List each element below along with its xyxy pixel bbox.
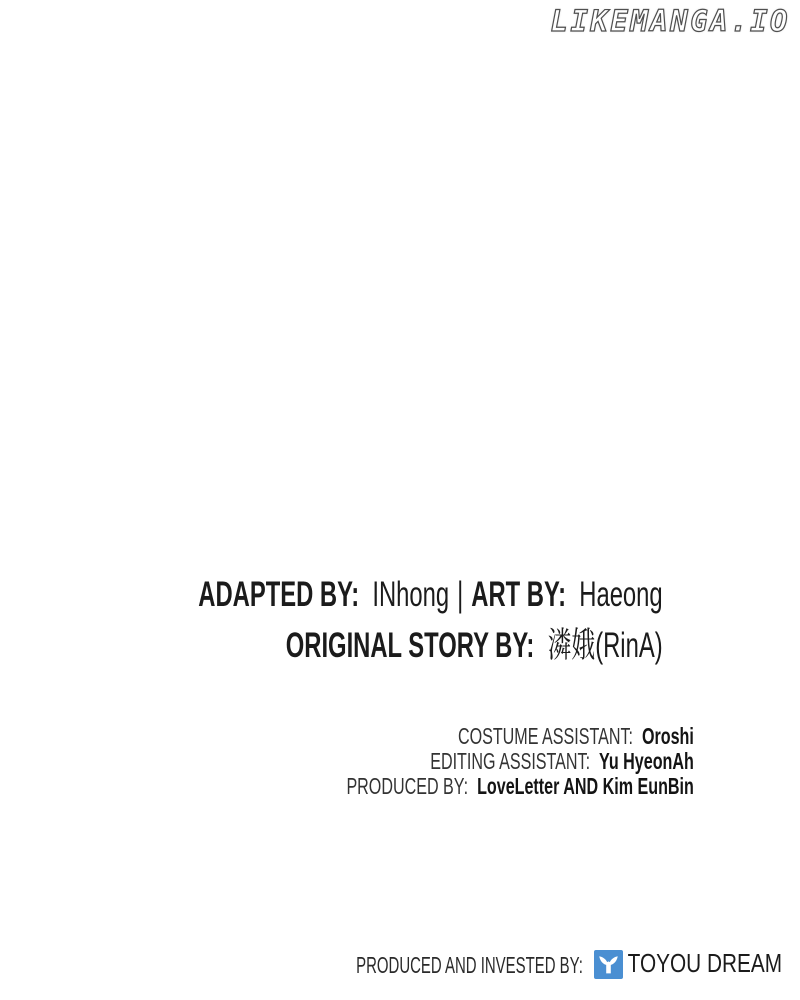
costume-assistant-credit-line: [346, 724, 693, 749]
editing-assistant-credit-line: [346, 749, 693, 774]
producer-names: LoveLetter AND Kim EunBin: [476, 773, 694, 799]
original-story-by-label: ORIGINAL STORY BY:: [285, 626, 535, 665]
artist-name: Haeong: [579, 575, 663, 614]
primary-credits-block: [89, 577, 772, 663]
editing-assistant-name: Yu HyeonAh: [598, 748, 694, 774]
art-by-label: ART BY:: [471, 575, 567, 614]
adapted-art-credit-line: [198, 577, 662, 612]
produced-by-label: PRODUCED BY:: [346, 773, 468, 799]
toyou-dream-company-name: TOYOU DREAM: [627, 948, 782, 978]
credit-separator: |: [457, 575, 464, 614]
costume-assistant-name: Oroshi: [641, 723, 694, 749]
editing-assistant-label: EDITING ASSISTANT:: [429, 748, 590, 774]
toyou-dream-logo-icon: [594, 950, 623, 979]
adapted-by-label: ADAPTED BY:: [198, 575, 360, 614]
secondary-credits-block: [272, 724, 768, 799]
costume-assistant-label: COSTUME ASSISTANT:: [457, 723, 633, 749]
original-author-name: 潾娥(RinA): [547, 626, 663, 665]
original-story-credit-line: [198, 628, 662, 663]
adapter-name: INhong: [372, 575, 450, 614]
produced-by-credit-line: [346, 774, 693, 799]
produced-and-invested-by-label: PRODUCED AND INVESTED BY:: [356, 952, 583, 978]
likemanga-watermark-logo: LIKEMANGA.IO: [550, 4, 790, 38]
